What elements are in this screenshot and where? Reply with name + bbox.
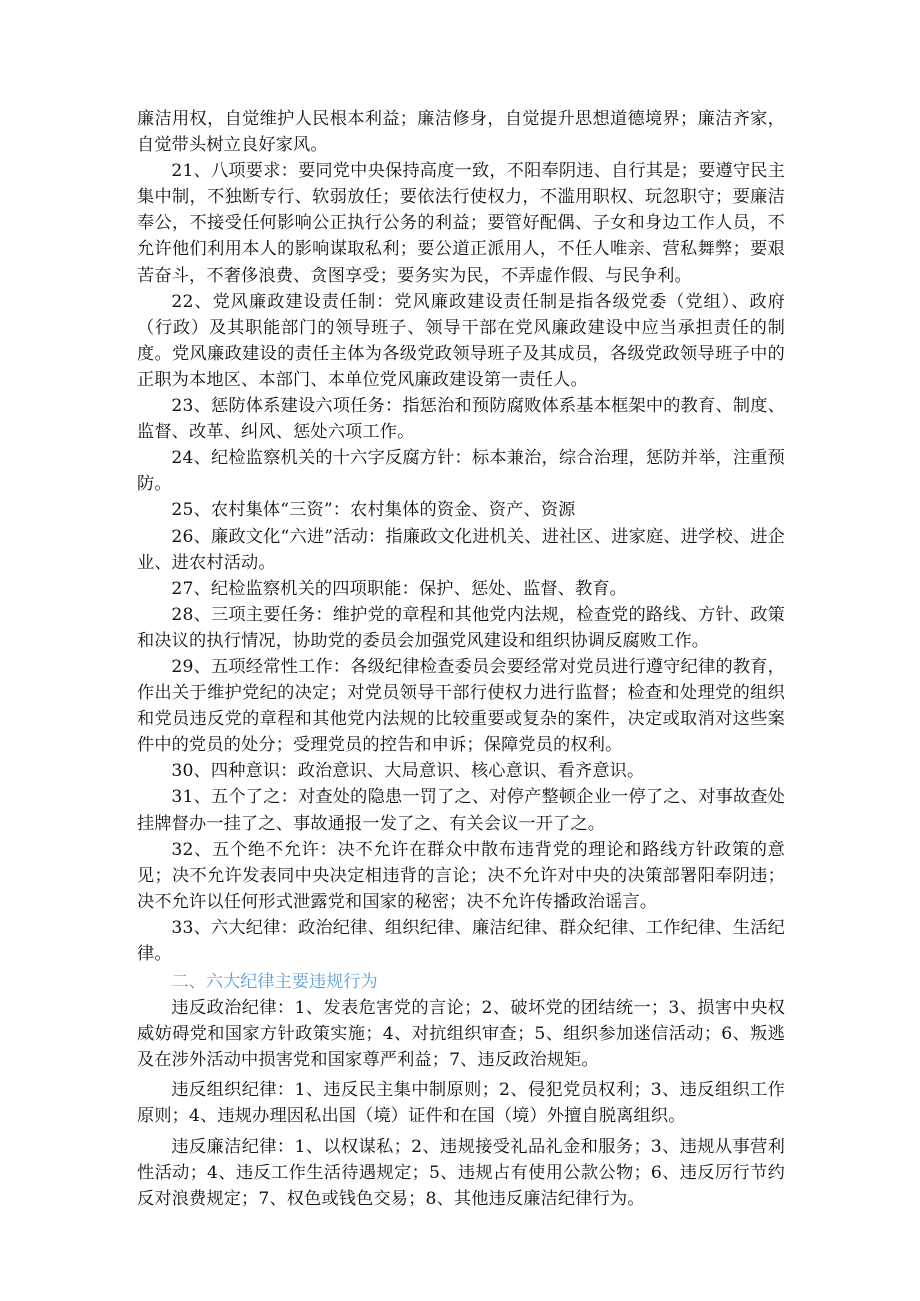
item-25-three-assets: 25、农村集体“三资”：农村集体的资金、资产、资源 [171,500,576,521]
item-21-eight-requirements: 21、八项要求：要同党中央保持高度一致，不阳奉阴违、自行其是；要遵守民主集中制，不独断专行、软弱放任；要依法行使权力，不滥用职权、玩忽职守；要廉洁奉公，不接受任何影响公正执行公务的利益；要管好配偶、子女和身边工作人员，不允许他们利用本人的影响谋取私利；要公道正派用人，不任人唯亲、营私舞弊；要艰苦奋斗，不奢侈浪费、贪图享受；要务实为民，不弄虚作假、与民争利。 [137,161,785,286]
item-26-six-into-activities: 26、廉政文化“六进”活动：指廉政文化进机关、进社区、进家庭、进学校、进企业、进农村活动。 [137,526,785,573]
document-page [137,106,785,1212]
item-24-sixteen-char-policy: 24、纪检监察机关的十六字反腐方针：标本兼治，综合治理，惩防并举，注重预防。 [137,448,785,495]
item-29-five-regular-works: 29、五项经常性工作：各级纪律检查委员会要经常对党员进行遵守纪律的教育，作出关于维护党纪的决定；对党员领导干部行使权力进行监督；检查和处理党的组织和党员违反党的章程和其他党内法规的比较重要或复杂的案件，决定或取消对这些案件中的党员的处分；受理党员的控告和申诉；保障党员的权利。 [137,656,785,756]
item-31-five-endings: 31、五个了之：对查处的隐患一罚了之、对停产整顿企业一停了之、对事故查处挂牌督办一挂了之、事故通报一发了之、有关会议一开了之。 [137,787,785,834]
item-33-six-disciplines: 33、六大纪律：政治纪律、组织纪律、廉洁纪律、群众纪律、工作纪律、生活纪律。 [137,917,785,964]
item-22-responsibility-system: 22、党风廉政建设责任制：党风廉政建设责任制是指各级党委（党组）、政府（行政）及其职能部门的领导班子、领导干部在党风廉政建设中应当承担责任的制度。党风廉政建设的责任主体为各级党政领导班子及其成员，各级党政领导班子中的正职为本地区、本部门、本单位党风廉政建设第一责任人。 [137,291,785,390]
violation-political-discipline: 违反政治纪律：1、发表危害党的言论；2、破坏党的团结统一；3、损害中央权威妨碍党和国家方针政策实施；4、对抗组织审查；5、组织参加迷信活动；6、叛逃及在涉外活动中损害党和国家尊严利益；7、违反政治规矩。 [137,998,785,1071]
violation-organizational-discipline: 违反组织纪律：1、违反民主集中制原则；2、侵犯党员权利；3、违反组织工作原则；4、违规办理因私出国（境）证件和在国（境）外擅自脱离组织。 [137,1080,785,1127]
section-heading: 二、六大纪律主要违规行为 [171,972,378,993]
item-32-five-never-allow: 32、五个绝不允许：决不允许在群众中散布违背党的理论和路线方针政策的意见；决不允许发表同中央决定相违背的言论；决不允许对中央的决策部署阳奉阴违；决不允许以任何形式泄露党和国家的秘密；决不允许传播政治谣言。 [137,839,785,912]
item-27-four-functions: 27、纪检监察机关的四项职能：保护、惩处、监督、教育。 [171,578,628,599]
item-30-four-awareness: 30、四种意识：政治意识、大局意识、核心意识、看齐意识。 [171,761,645,782]
item-23-six-tasks: 23、惩防体系建设六项任务：指惩治和预防腐败体系基本框架中的教育、制度、监督、改革、纠风、惩处六项工作。 [137,396,785,443]
paragraph-continuation: 廉洁用权，自觉维护人民根本利益；廉洁修身，自觉提升思想道德境界；廉洁齐家，自觉带头树立良好家风。 [137,109,785,156]
item-28-three-main-tasks: 28、三项主要任务：维护党的章程和其他党内法规，检查党的路线、方针、政策和决议的执行情况，协助党的委员会加强党风建设和组织协调反腐败工作。 [137,604,785,651]
violation-integrity-discipline: 违反廉洁纪律：1、以权谋私；2、违规接受礼品礼金和服务；3、违规从事营利性活动；4、违反工作生活待遇规定；5、违规占有使用公款公物；6、违反厉行节约反对浪费规定；7、权色或钱色交易；8、其他违反廉洁纪律行为。 [137,1136,785,1209]
